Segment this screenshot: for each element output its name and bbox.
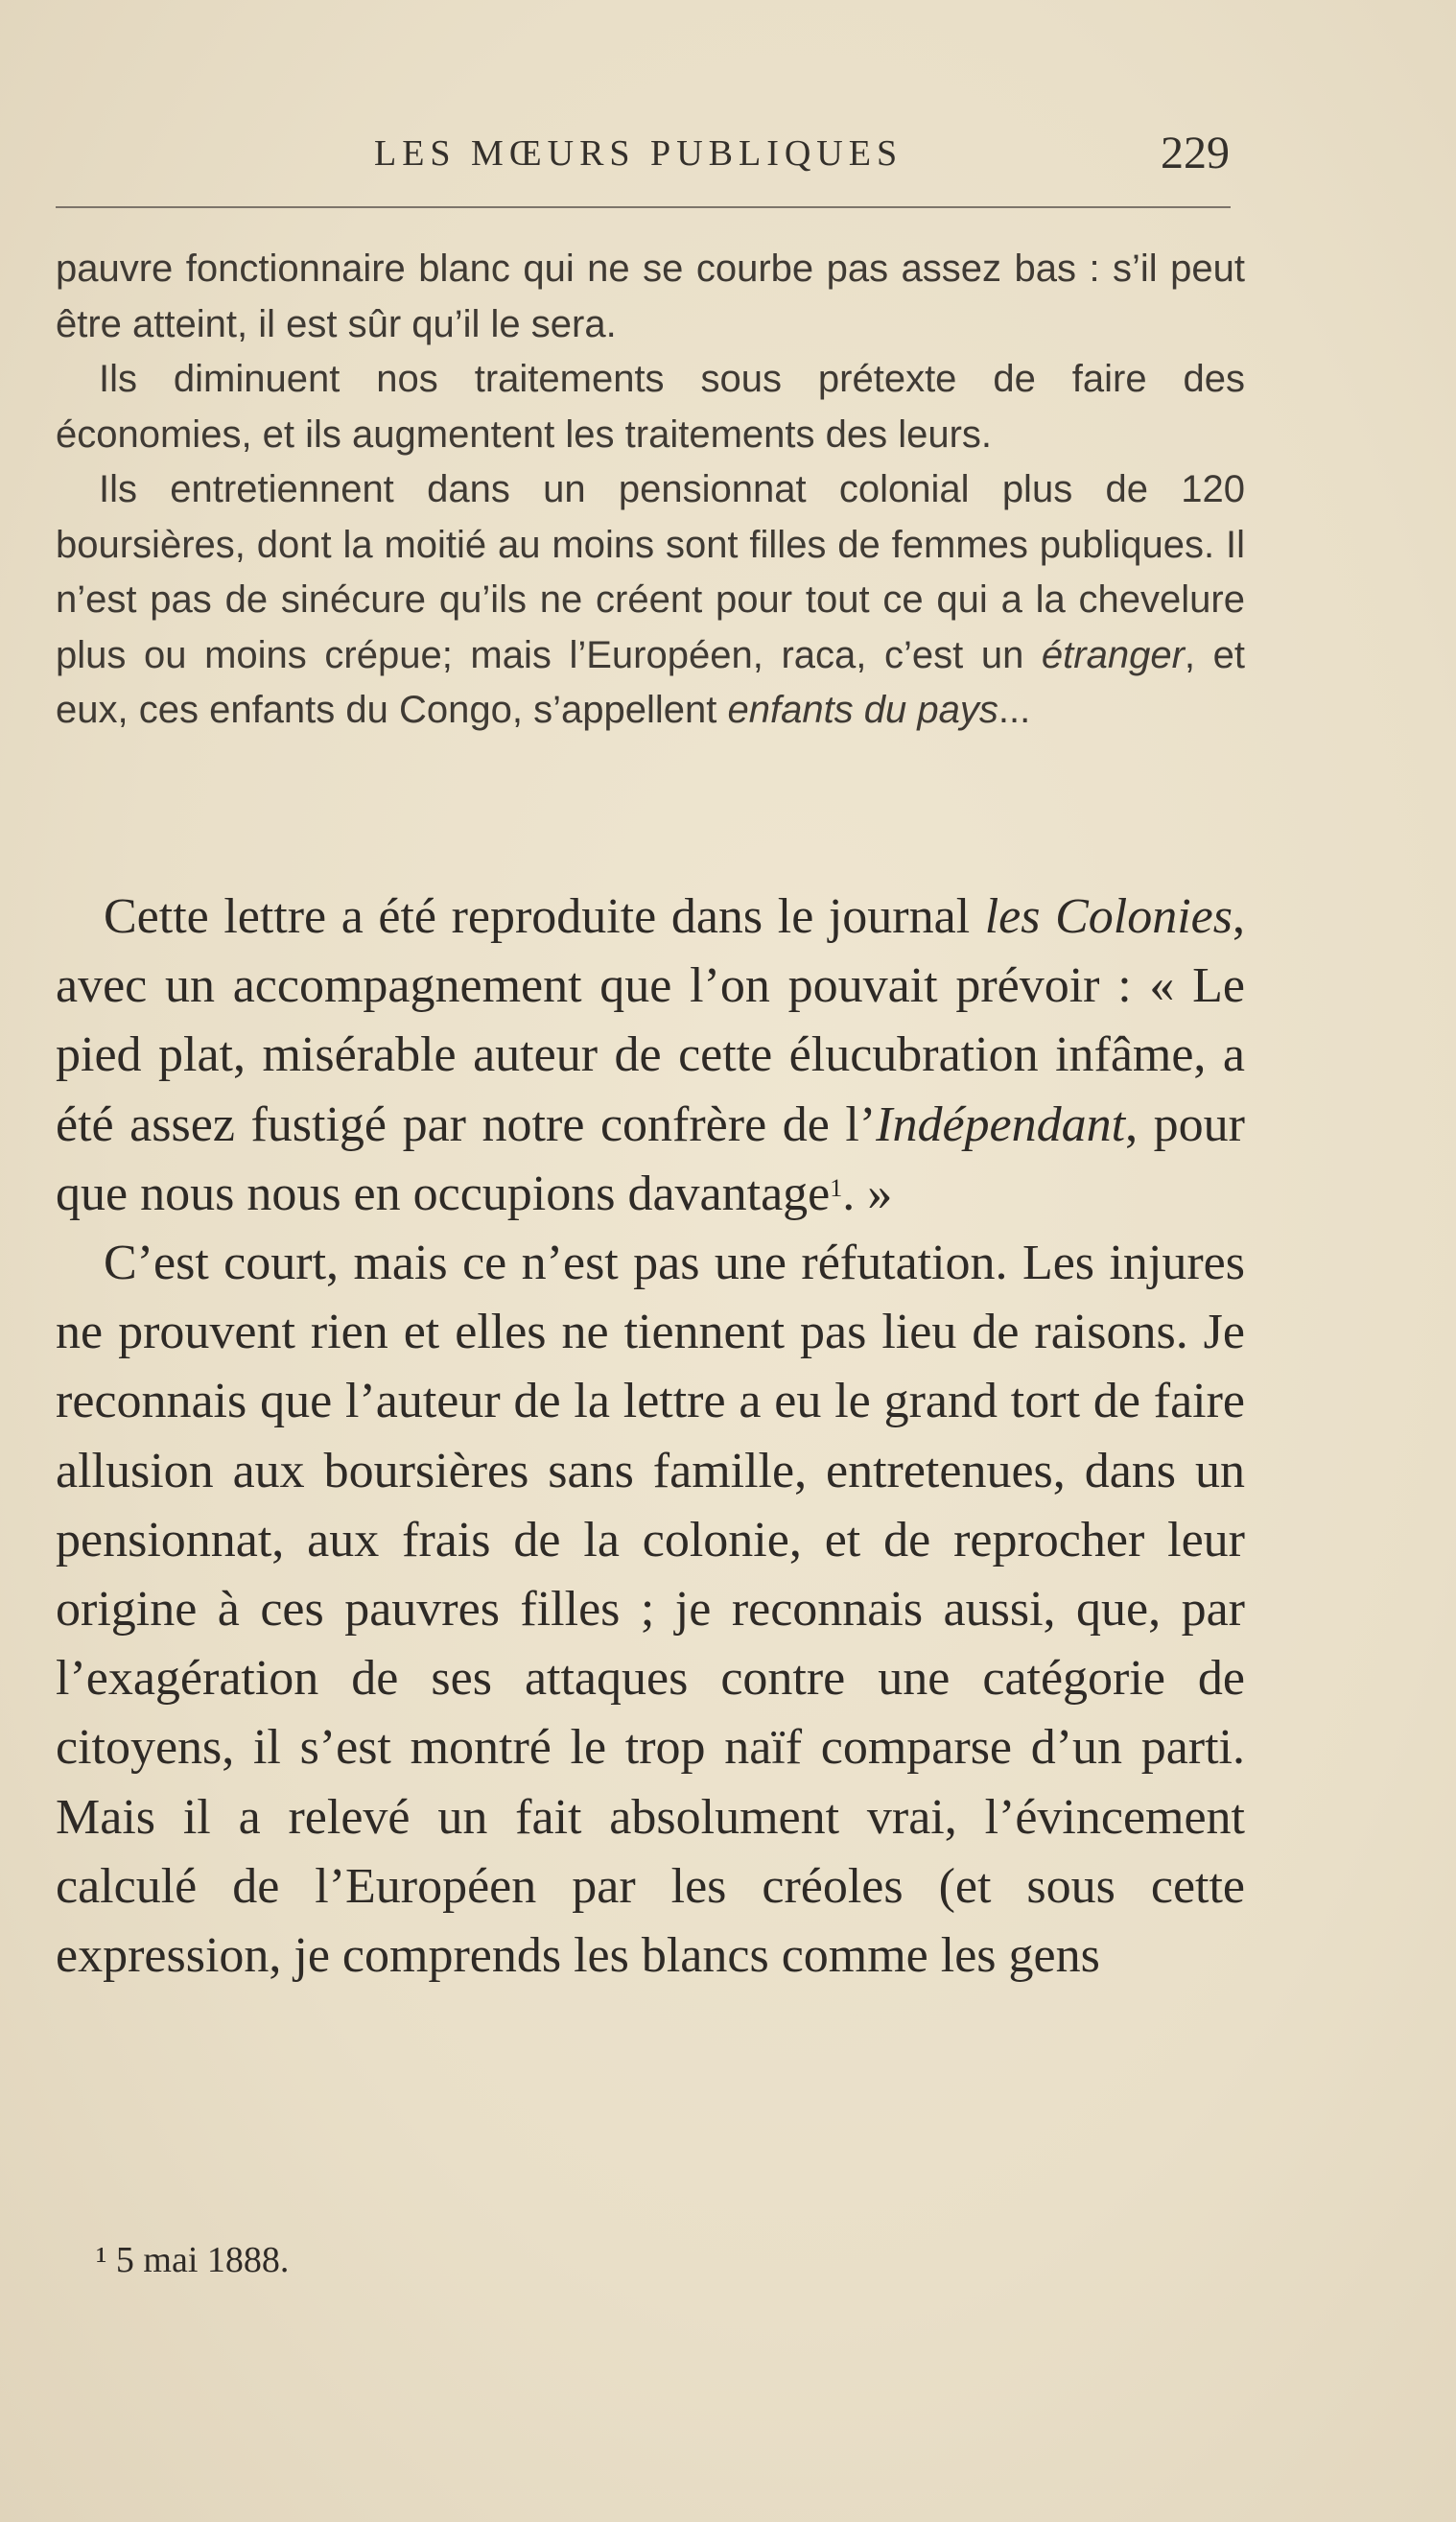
journal-title: les Colonies bbox=[984, 889, 1233, 944]
quote-paragraph-2: Ils diminuent nos traitements sous prétexte de faire des économies, et ils augmentent les traitements des leurs. bbox=[56, 358, 1245, 456]
body-text-run: , pour que nous nous en occupions davantage bbox=[56, 1096, 1245, 1221]
quote-text: ... bbox=[998, 689, 1031, 731]
quote-paragraph-1: pauvre fonctionnaire blanc qui ne se courbe pas assez bas : s’il peut être atteint, il est sûr qu’il le sera. bbox=[56, 247, 1245, 345]
body-text-run: , avec un accompagnement que l’on pouvait prévoir : « Le pied plat, misérable auteur de cette élucubration infâme, a été assez fustigé par notre confrère de l’ bbox=[56, 889, 1245, 1152]
quoted-letter bbox=[56, 242, 1245, 739]
italic-term: étranger bbox=[1041, 633, 1185, 676]
body-paragraph-2: C’est court, mais ce n’est pas une réfutation. Les injures ne prouvent rien et elles ne tiennent pas lieu de raisons. Je reconnais que l’auteur de la lettre a eu le grand tort de faire allusion aux boursières sans famille, entretenues, dans un pensionnat, aux frais de la colonie, et de reprocher leur origine à ces pauvres filles ; je reconnais aussi, que, par l’exagération de ses attaques contre une catégorie de citoyens, il s’est montré le trop naïf comparse d’un parti. Mais il a relevé un fait absolument vrai, l’évincement calculé de l’Européen par les créoles (et sous cette expression, je comprends les blancs comme les gens bbox=[56, 1236, 1245, 1984]
journal-title: Indépendant bbox=[876, 1096, 1126, 1152]
page-header bbox=[374, 128, 1237, 186]
body-text-run: Cette lettre a été reproduite dans le journal bbox=[104, 889, 985, 944]
page-number: 229 bbox=[1161, 128, 1230, 178]
quote-paragraph-3 bbox=[56, 462, 1245, 739]
running-title: LES MŒURS PUBLIQUES bbox=[374, 133, 904, 174]
italic-term: enfants du pays bbox=[727, 689, 998, 731]
footnote: ¹ 5 mai 1888. bbox=[96, 2240, 290, 2280]
quote-text: , et eux, ces enfants du Congo, s’appellent bbox=[56, 633, 1245, 731]
header-rule bbox=[56, 206, 1231, 208]
quote-text: Ils entretiennent dans un pensionnat colonial plus de 120 boursières, dont la moitié au moins sont filles de femmes publiques. Il n’est pas de sinécure qu’ils ne créent pour tout ce qui a la chevelure plus ou moins crépue; mais l’Européen, raca, c’est un bbox=[56, 468, 1245, 676]
footnote-reference: 1 bbox=[830, 1173, 843, 1202]
body-text-run: . » bbox=[842, 1166, 893, 1221]
body-paragraph-1 bbox=[56, 883, 1245, 1229]
body-text bbox=[56, 883, 1245, 1991]
